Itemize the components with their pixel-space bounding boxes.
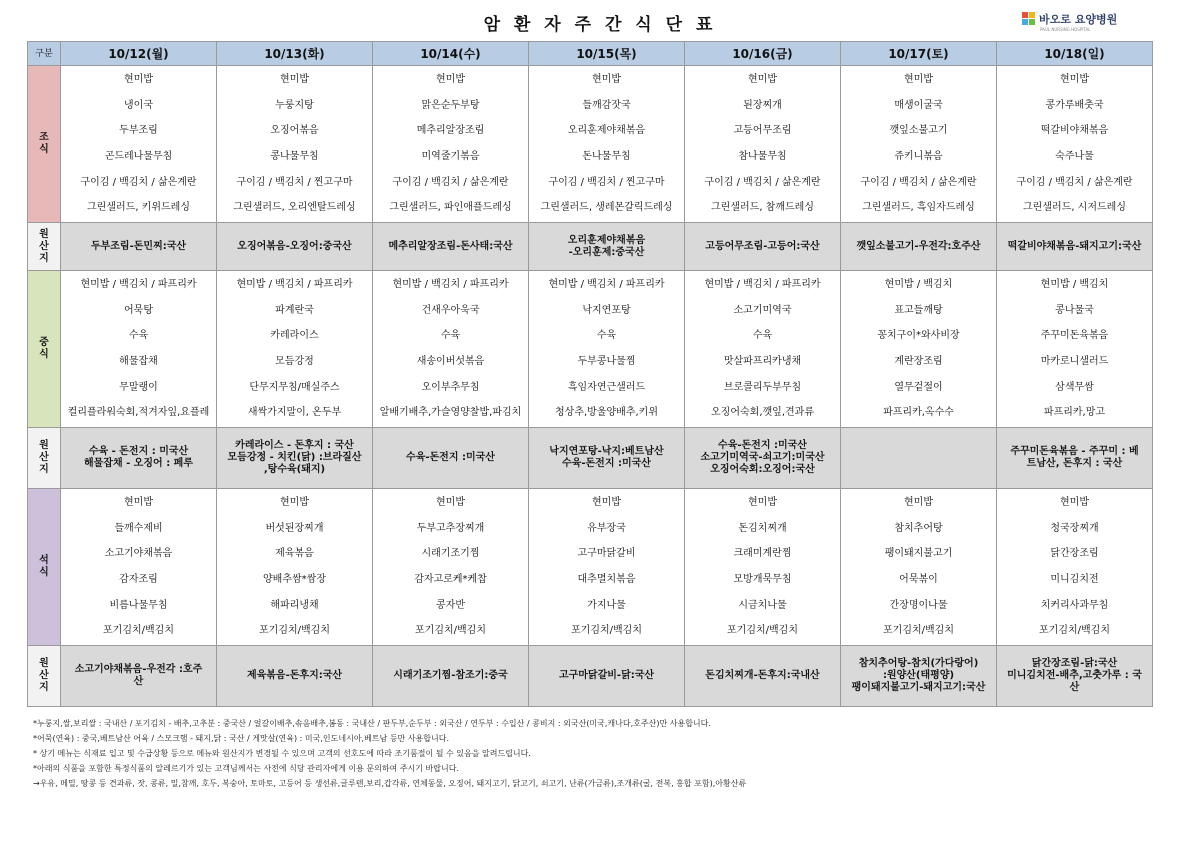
- lunch-row: [28, 271, 1153, 428]
- menu-item: 낙지연포탕: [582, 304, 631, 316]
- menu-item: 현미밥: [904, 496, 933, 508]
- menu-item: 돈김치찌개: [738, 522, 787, 534]
- menu-cell: [529, 66, 685, 223]
- menu-item: 그린샐러드, 오리엔탈드레싱: [233, 202, 356, 214]
- note-line: →우유, 메밀, 땅콩 등 견과류, 잣, 콩류, 밀,참깨, 호두, 복숭아, 토마토, 고등어 등 생선류,글루텐,보리,갑각류, 연체동물, 오징어, 돼지고기, 닭고기, 쇠고기, 난류(가금류),조개류(굴, 전복, 홍합 포함),아황산류: [33, 779, 747, 788]
- origin-cell: 오리훈제야채볶음 -오리훈제:중국산: [529, 223, 685, 271]
- breakfast-row: [28, 66, 1153, 223]
- menu-item: 포기김치/백김치: [571, 625, 642, 637]
- menu-item-list: [61, 67, 216, 221]
- menu-item: 오리훈제야채볶음: [567, 125, 646, 137]
- day-header: 10/18(일): [997, 42, 1153, 66]
- menu-item: 브로콜리두부무침: [723, 381, 802, 393]
- menu-item: 표고들깨탕: [894, 304, 943, 316]
- origin-label: 원 산 지: [28, 646, 61, 707]
- menu-item: 고구마닭갈비: [577, 548, 636, 560]
- menu-item: 메추리알장조림: [416, 125, 485, 137]
- menu-item-list: [373, 67, 528, 221]
- menu-item: 시금치나물: [738, 599, 787, 611]
- menu-item: 그린샐러드, 생레몬갈릭드레싱: [540, 202, 673, 214]
- origin-cell: 고구마닭갈비-닭:국산: [529, 646, 685, 707]
- dinner-row: [28, 489, 1153, 646]
- origin-cell: 낙지연포탕-낙지:베트남산 수육-돈전지 :미국산: [529, 428, 685, 489]
- menu-item-list: [217, 67, 372, 221]
- menu-item-list: [61, 272, 216, 426]
- page-title: 암 환 자 주 간 식 단 표: [483, 15, 717, 35]
- menu-item: 곤드레나물무침: [104, 151, 173, 162]
- menu-item: 현미밥 / 백김치: [884, 278, 953, 290]
- origin-cell: 참치추어탕-참치(가다랑어) :원양산(태평양) 팽이돼지불고기-돼지고기:국산: [841, 646, 997, 707]
- menu-item: 닭간장조림: [1050, 548, 1099, 560]
- menu-item: 현미밥: [748, 496, 777, 508]
- menu-item: 포기김치/백김치: [883, 625, 954, 637]
- menu-item: 버섯된장찌개: [265, 522, 324, 534]
- menu-item: 구이김 / 백김치 / 삶은계란: [860, 176, 977, 188]
- menu-cell: [685, 271, 841, 428]
- menu-item: 들깨감잣국: [582, 99, 631, 111]
- menu-cell: [373, 66, 529, 223]
- menu-item: 현미밥: [1060, 73, 1089, 85]
- menu-item: 청국장찌개: [1050, 522, 1099, 534]
- menu-cell: [217, 271, 373, 428]
- menu-item: 현미밥: [748, 73, 777, 85]
- menu-cell: [61, 66, 217, 223]
- menu-item-list: [529, 67, 684, 221]
- menu-item: 가지나물: [587, 599, 626, 611]
- menu-item: 모듬강정: [275, 356, 314, 367]
- menu-item: 고등어무조림: [733, 125, 792, 137]
- menu-item: 현미밥: [280, 496, 309, 508]
- origin-cell: 제육볶음-돈후지:국산: [217, 646, 373, 707]
- menu-item: 구이김 / 백김치 / 찐고구마: [236, 176, 353, 188]
- menu-item: 주꾸미돈육볶음: [1040, 330, 1109, 342]
- menu-item: 파계란국: [275, 304, 314, 316]
- menu-item: 미니김치전: [1050, 574, 1099, 585]
- menu-item: 현미밥 / 백김치: [1040, 278, 1109, 290]
- lunch-origin-row: [28, 428, 1153, 489]
- origin-cell: 돈김치찌개-돈후지:국내산: [685, 646, 841, 707]
- menu-item: 컬리플라워숙회,적겨자잎,요플레: [67, 407, 210, 419]
- origin-cell: 고등어무조림-고등어:국산: [685, 223, 841, 271]
- menu-cell: [373, 489, 529, 646]
- note-line: *어묵(연육) : 중국,베트남산 어육 / 스모크햄 - 돼지,닭 : 국산 / 게맛살(연육) : 미국,인도네시아,베트남 등만 사용합니다.: [33, 734, 450, 743]
- day-header: 10/15(목): [529, 42, 685, 66]
- menu-item: 단무지무침/매실주스: [249, 381, 340, 393]
- weekly-menu-table: [27, 41, 1153, 707]
- origin-cell: 메추리알장조림-돈사태:국산: [373, 223, 529, 271]
- menu-item: 콩자반: [436, 599, 465, 611]
- menu-item: 누룽지탕: [275, 99, 314, 111]
- menu-item: 팽이돼지불고기: [884, 548, 953, 560]
- menu-item: 그린샐러드, 흑임자드레싱: [862, 202, 975, 214]
- menu-cell: [841, 489, 997, 646]
- menu-item-list: [529, 490, 684, 644]
- menu-item: 감자고로케*케찹: [414, 574, 487, 585]
- menu-item: 냉이국: [124, 99, 153, 111]
- origin-cell: 닭간장조림-닭:국산 미니김치전-배추,고춧가루 : 국 산: [997, 646, 1153, 707]
- menu-item: 들깨수제비: [114, 522, 163, 534]
- menu-item-list: [217, 490, 372, 644]
- menu-item: 그린샐러드, 시저드레싱: [1023, 202, 1126, 214]
- menu-item: 파프리카,옥수수: [883, 407, 954, 419]
- day-header: 10/17(토): [841, 42, 997, 66]
- menu-item-list: [61, 490, 216, 644]
- menu-item: 구이김 / 백김치 / 삶은계란: [392, 176, 509, 188]
- menu-item: 새싹가지말이, 온두부: [247, 407, 342, 419]
- menu-item: 현미밥 / 백김치 / 파프리카: [80, 278, 197, 290]
- menu-item-list: [373, 272, 528, 426]
- menu-item: 두부콩나물찜: [577, 356, 636, 367]
- menu-item: 감자조림: [119, 574, 158, 585]
- menu-item: 돈나물무침: [582, 151, 631, 162]
- menu-item-list: [997, 67, 1152, 221]
- menu-item: 현미밥: [904, 73, 933, 85]
- menu-item: 크래미계란찜: [733, 548, 792, 560]
- menu-item: 현미밥 / 백김치 / 파프리카: [548, 278, 665, 290]
- menu-cell: [61, 271, 217, 428]
- menu-item: 계란장조림: [894, 356, 943, 367]
- logo-text: 바오로 요양병원: [1039, 13, 1118, 26]
- menu-cell: [685, 66, 841, 223]
- menu-item: 파프리카,망고: [1043, 407, 1106, 419]
- origin-cell: [841, 428, 997, 489]
- menu-item: 맛살파프리카냉채: [723, 356, 802, 367]
- logo-subtitle: PAUL NURSING HOSPITAL: [1040, 27, 1091, 32]
- menu-item-list: [373, 490, 528, 644]
- origin-cell: 주꾸미돈육볶음 - 주꾸미 : 베 트남산, 돈후지 : 국산: [997, 428, 1153, 489]
- breakfast-label: 조 식: [28, 66, 61, 223]
- breakfast-origin-row: [28, 223, 1153, 271]
- menu-cell: [997, 489, 1153, 646]
- menu-item: 현미밥: [436, 496, 465, 508]
- day-header: 10/13(화): [217, 42, 373, 66]
- origin-label: 원 산 지: [28, 428, 61, 489]
- menu-item: 포기김치/백김치: [1039, 625, 1110, 637]
- menu-item: 오징어숙회,깻잎,견과류: [711, 407, 814, 419]
- menu-item: 대추멸치볶음: [577, 574, 636, 585]
- menu-item: 깻잎소불고기: [889, 125, 948, 137]
- menu-item-list: [217, 272, 372, 426]
- menu-cell: [373, 271, 529, 428]
- menu-item: 현미밥 / 백김치 / 파프리카: [236, 278, 353, 290]
- menu-item: 현미밥: [124, 73, 153, 85]
- menu-item: 콩나물국: [1055, 304, 1094, 316]
- menu-item: 알배기배추,가슬영양찰밥,파김치: [379, 407, 522, 419]
- menu-cell: [217, 66, 373, 223]
- menu-item: 포기김치/백김치: [727, 625, 798, 637]
- menu-item: 현미밥: [280, 73, 309, 85]
- menu-item: 치커리사과무침: [1040, 599, 1109, 611]
- menu-item: 양배추쌈*쌈장: [263, 574, 326, 585]
- menu-item: 카레라이스: [270, 330, 319, 342]
- menu-item-list: [841, 272, 996, 426]
- menu-cell: [217, 489, 373, 646]
- origin-cell: 깻잎소불고기-우전각:호주산: [841, 223, 997, 271]
- menu-item-list: [685, 67, 840, 221]
- menu-item: 해물잡채: [119, 356, 158, 367]
- gubun-header: 구분: [28, 42, 61, 66]
- menu-item-list: [997, 490, 1152, 644]
- origin-cell: 오징어볶음-오징어:중국산: [217, 223, 373, 271]
- menu-item: 현미밥: [592, 73, 621, 85]
- menu-item: 무말랭이: [119, 381, 158, 393]
- menu-item: 건새우아욱국: [421, 304, 480, 316]
- menu-item: 꽁치구이*와사비장: [877, 330, 960, 342]
- origin-cell: 시래기조기찜-참조기:중국: [373, 646, 529, 707]
- origin-cell: 소고기야채볶음-우전각 :호주 산: [61, 646, 217, 707]
- day-header: 10/12(월): [61, 42, 217, 66]
- dinner-origin-row: [28, 646, 1153, 707]
- menu-item: 어묵볶이: [899, 574, 938, 585]
- menu-item: 흑임자연근샐러드: [567, 381, 646, 393]
- menu-item: 제육볶음: [275, 548, 314, 560]
- menu-item: 시래기조기찜: [421, 548, 480, 560]
- menu-cell: [841, 66, 997, 223]
- menu-item: 수육: [440, 330, 461, 342]
- menu-item: 간장명이나물: [889, 599, 948, 611]
- menu-item: 해파리냉채: [270, 599, 319, 611]
- menu-item: 포기김치/백김치: [415, 625, 486, 637]
- menu-item: 숙주나물: [1055, 151, 1094, 162]
- origin-cell: 수육-돈전지 :미국산: [373, 428, 529, 489]
- menu-item: 떡갈비야채볶음: [1040, 125, 1109, 137]
- notes-section: [33, 716, 1163, 791]
- menu-cell: [997, 66, 1153, 223]
- menu-item: 모방개묵무침: [733, 574, 792, 585]
- menu-item: 비름나물무침: [109, 599, 168, 611]
- menu-item: 열무겉절이: [894, 381, 943, 393]
- menu-cell: [841, 271, 997, 428]
- origin-cell: 수육-돈전지 :미국산 소고기미역국-쇠고기:미국산 오징어숙회:오징어:국산: [685, 428, 841, 489]
- origin-cell: 카레라이스 - 돈후지 : 국산 모듬강정 - 치킨(닭) :브라질산 ,탕수육(돼지): [217, 428, 373, 489]
- menu-item: 참나물무침: [738, 151, 787, 162]
- menu-item: 마카로니샐러드: [1040, 356, 1109, 367]
- menu-cell: [61, 489, 217, 646]
- hospital-logo: [1022, 10, 1117, 28]
- note-line: *누룽지,쌀,보리쌀 : 국내산 / 포기김치 - 배추,고추분 : 중국산 / 얼갈이배추,솎음배추,봄동 : 국내산 / 판두부,순두부 : 외국산 / 연두부 : 수입산 / 콩비지 : 외국산(미국,캐나다,호주산)만 사용합니다.: [33, 719, 711, 728]
- menu-item: 오이부추무침: [421, 381, 480, 393]
- menu-item: 구이김 / 백김치 / 찐고구마: [548, 176, 665, 188]
- menu-item: 맑은순두부탕: [421, 99, 480, 111]
- day-header: 10/14(수): [373, 42, 529, 66]
- lunch-label: 중 식: [28, 271, 61, 428]
- menu-item: 그린샐러드, 키위드레싱: [87, 202, 190, 214]
- menu-item: 구이김 / 백김치 / 삶은계란: [704, 176, 821, 188]
- note-line: * 상기 메뉴는 식재료 입고 및 수급상황 등으로 메뉴와 원산지가 변경될 수 있으며 고객의 선호도에 따라 조기품절이 될 수 있음을 알려드립니다.: [33, 749, 531, 758]
- menu-item: 된장찌개: [743, 99, 782, 111]
- menu-item: 소고기야채볶음: [104, 548, 173, 560]
- menu-item: 현미밥 / 백김치 / 파프리카: [392, 278, 509, 290]
- menu-item: 두부조림: [119, 125, 158, 137]
- menu-item: 쥬키니볶음: [894, 151, 943, 162]
- menu-item: 어묵탕: [124, 304, 153, 316]
- menu-item: 그린샐러드, 파인애플드레싱: [389, 202, 512, 214]
- menu-item: 새송이버섯볶음: [416, 356, 485, 367]
- menu-item: 현미밥: [592, 496, 621, 508]
- menu-item: 수육: [752, 330, 773, 342]
- menu-item: 오징어볶음: [270, 125, 319, 137]
- menu-item: 콩나물무침: [270, 151, 319, 162]
- menu-item: 수육: [596, 330, 617, 342]
- menu-item-list: [529, 272, 684, 426]
- menu-item: 현미밥 / 백김치 / 파프리카: [704, 278, 821, 290]
- menu-item-list: [685, 490, 840, 644]
- menu-item-list: [997, 272, 1152, 426]
- origin-cell: 떡갈비야채볶음-돼지고기:국산: [997, 223, 1153, 271]
- header-row: [28, 42, 1153, 66]
- menu-item: 포기김치/백김치: [259, 625, 330, 637]
- menu-item: 미역줄기볶음: [421, 151, 480, 162]
- menu-item: 현미밥: [1060, 496, 1089, 508]
- menu-item: 소고기미역국: [733, 304, 792, 316]
- menu-item-list: [841, 490, 996, 644]
- origin-cell: 두부조림-돈민찌:국산: [61, 223, 217, 271]
- menu-item: 구이김 / 백김치 / 삶은계란: [80, 176, 197, 188]
- menu-item: 그린샐러드, 참깨드레싱: [711, 202, 814, 214]
- menu-item: 유부장국: [587, 522, 626, 534]
- menu-cell: [685, 489, 841, 646]
- menu-item: 두부고추장찌개: [416, 522, 485, 534]
- logo-icon: [1022, 12, 1036, 26]
- origin-label: 원 산 지: [28, 223, 61, 271]
- note-line: *아래의 식품을 포함한 특정식품의 알레르기가 있는 고객님께서는 사전에 식당 관리자에게 이용 문의하여 주시기 바랍니다.: [33, 764, 459, 773]
- dinner-label: 석 식: [28, 489, 61, 646]
- menu-item: 삼색무쌈: [1055, 381, 1094, 393]
- menu-item-list: [685, 272, 840, 426]
- menu-item-list: [841, 67, 996, 221]
- day-header: 10/16(금): [685, 42, 841, 66]
- menu-item: 포기김치/백김치: [103, 625, 174, 637]
- menu-item: 청상추,방울양배추,키위: [555, 407, 658, 419]
- menu-item: 매생이굴국: [894, 99, 943, 111]
- menu-item: 구이김 / 백김치 / 삶은계란: [1016, 176, 1133, 188]
- menu-cell: [529, 489, 685, 646]
- menu-cell: [529, 271, 685, 428]
- menu-item: 참치추어탕: [894, 522, 943, 534]
- menu-item: 수육: [128, 330, 149, 342]
- menu-item: 현미밥: [436, 73, 465, 85]
- menu-item: 현미밥: [124, 496, 153, 508]
- menu-cell: [997, 271, 1153, 428]
- menu-item: 콩가루배춧국: [1045, 99, 1104, 111]
- origin-cell: 수육 - 돈전지 : 미국산 해물잡채 - 오징어 : 페루: [61, 428, 217, 489]
